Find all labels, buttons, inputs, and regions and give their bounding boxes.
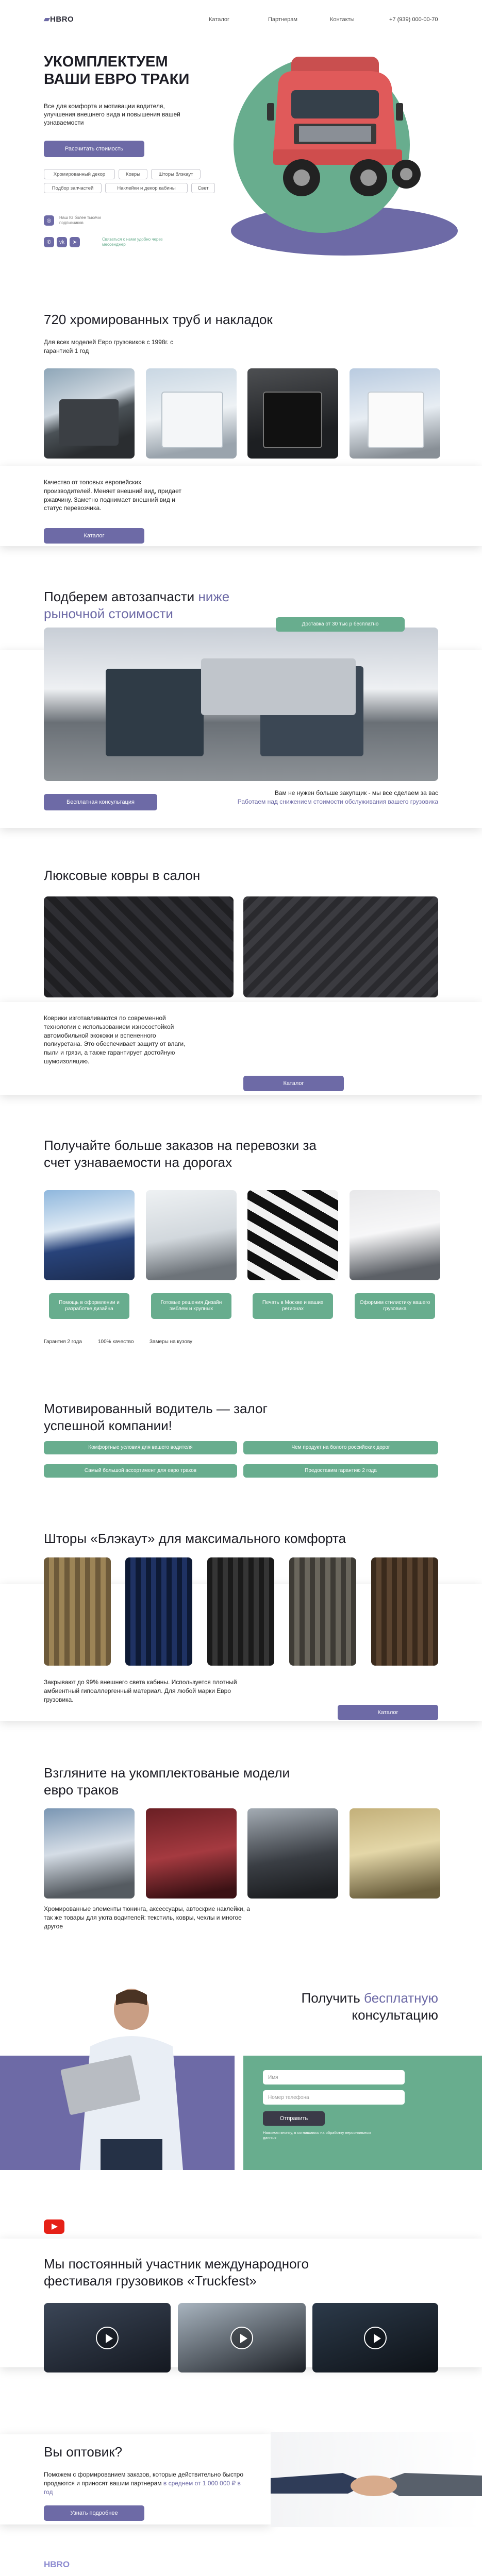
- stat-warranty: Гарантия 2 года: [44, 1339, 82, 1345]
- chrome-catalog-button[interactable]: Каталог: [44, 528, 144, 544]
- stat-measure: Замеры на кузову: [149, 1339, 193, 1345]
- play-icon[interactable]: [96, 2327, 119, 2349]
- festival-video-2[interactable]: [178, 2303, 306, 2372]
- festival-video-3[interactable]: [312, 2303, 438, 2372]
- telegram-icon[interactable]: ➤: [70, 237, 80, 247]
- curtain-photo-3: [207, 1557, 274, 1666]
- model-photo-2: [146, 1808, 237, 1899]
- curtain-photo-4: [289, 1557, 356, 1666]
- carpet-photo-2: [243, 896, 438, 997]
- carpet-photo-1: [44, 896, 234, 997]
- tag-carpets[interactable]: Ковры: [119, 169, 147, 179]
- carpets-title: Люксовые ковры в салон: [44, 868, 201, 883]
- insta-caption: Наш IG более тысячи подписчиков: [59, 215, 101, 226]
- tag-parts[interactable]: Подбор запчастей: [44, 183, 102, 193]
- name-input[interactable]: Имя: [263, 2070, 405, 2084]
- instagram-icon[interactable]: ◎: [44, 215, 54, 226]
- curtain-photo-2: [125, 1557, 192, 1666]
- wholesale-title: Вы оптовик?: [44, 2444, 123, 2460]
- phone-input[interactable]: Номер телефона: [263, 2090, 405, 2105]
- orders-caption-1: Помощь в оформлении и разработке дизайна: [49, 1293, 129, 1319]
- model-photo-4: [350, 1808, 440, 1899]
- policy-note: Нажимая кнопку, я соглашаюсь на обработку персональных данных: [263, 2130, 371, 2140]
- curtain-photo-1: [44, 1557, 111, 1666]
- footer-logo[interactable]: HBRO: [44, 2560, 70, 2569]
- models-title: Взгляните на укомплектованые модели евро траков: [44, 1765, 290, 1798]
- orders-caption-2: Готовые решения Дизайн эмблем и крупных: [151, 1293, 231, 1319]
- orders-photo-4: [350, 1190, 440, 1280]
- hero-truck-image: [242, 41, 428, 227]
- models-text: Хромированные элементы тюнинга, аксессуары, автоскрие наклейки, а так же товары для уюта водителей: текстиль, ковры, чехлы и многое другое: [44, 1905, 250, 1930]
- free-consult-button[interactable]: Бесплатная консультация: [44, 794, 157, 810]
- festival-title: Мы постоянный участник международного фестиваля грузовиков «Truckfest»: [44, 2256, 309, 2289]
- hero-title: УКОМПЛЕКТУЕМ ВАШИ ЕВРО ТРАКИ: [44, 54, 190, 88]
- chrome-photo-2: [146, 368, 237, 459]
- carpets-catalog-button[interactable]: Каталог: [243, 1076, 344, 1091]
- consult-man-photo: [44, 1985, 214, 2170]
- play-icon[interactable]: [364, 2327, 387, 2349]
- curtains-text: Закрывают до 99% внешнего света кабины. Используется плотный амбиентный гипоаллергенный материал. Для любой марки Евро грузовика.: [44, 1679, 237, 1703]
- orders-photo-1: [44, 1190, 135, 1280]
- stat-quality: 100% качество: [98, 1339, 134, 1345]
- nav-partners[interactable]: Партнерам: [268, 16, 297, 23]
- wholesale-text: Поможем с формированием заказов, которые действительно быстро продаются и приносят вашим партнерам в среднем от 1 000 000 ₽ в год: [44, 2471, 243, 2496]
- chrome-photo-1: [44, 368, 135, 459]
- chrome-photo-4: [350, 368, 440, 459]
- driver-pill-1: Комфортные условия для вашего водителя: [44, 1441, 237, 1454]
- chrome-subtitle: Для всех моделей Евро грузовиков с 1998г. с гарантией 1 год: [44, 338, 174, 354]
- driver-title: Мотивированный водитель — залог успешной компании!: [44, 1401, 268, 1433]
- vk-icon[interactable]: vk: [57, 237, 67, 247]
- play-icon[interactable]: [230, 2327, 253, 2349]
- calc-price-button[interactable]: Рассчитать стоимость: [44, 141, 144, 157]
- parts-truck-photo: [44, 628, 438, 781]
- driver-pill-3: Самый большой ассортимент для евро траков: [44, 1464, 237, 1478]
- header-phone[interactable]: +7 (939) 000-00-70: [389, 16, 438, 23]
- festival-video-1[interactable]: [44, 2303, 171, 2372]
- model-photo-1: [44, 1808, 135, 1899]
- tag-curtains[interactable]: Шторы блэкаут: [151, 169, 201, 179]
- chrome-title: 720 хромированных труб и накладок: [44, 312, 273, 327]
- logo[interactable]: ▰HBRO: [44, 15, 74, 24]
- tag-cabin-decor[interactable]: Наклейки и декор кабины: [105, 183, 188, 193]
- send-button[interactable]: Отправить: [263, 2111, 325, 2126]
- orders-photo-2: [146, 1190, 237, 1280]
- social-caption: Связаться с нами удобно через мессенджер: [102, 237, 163, 247]
- tag-light[interactable]: Свет: [191, 183, 215, 193]
- carpets-text: Коврики изготавливаются по современной технологии с использованием износостойкой автомобильной экокожи и вспененного полиуретана. Это обеспечивает защиту от влаги, пыли и грязи, а также гарантирует достойную шумоизоляцию.: [44, 1014, 186, 1065]
- consult-title: Получить бесплатную консультацию: [301, 1990, 438, 2023]
- parts-title: Подберем автозапчасти ниже рыночной стоимости: [44, 589, 230, 621]
- nav-contacts[interactable]: Контакты: [330, 16, 355, 23]
- curtains-catalog-button[interactable]: Каталог: [338, 1705, 438, 1720]
- parts-note-2: Работаем над снижением стоимости обслуживания вашего грузовика: [237, 798, 438, 805]
- free-delivery-badge: Доставка от 30 тыс р бесплатно: [276, 617, 405, 632]
- wholesale-more-button[interactable]: Узнать подробнее: [44, 2505, 144, 2521]
- chrome-text: Качество от топовых европейских производителей. Меняет внешний вид, придает ржавчину. Заметно поднимает внешний вид и статус перевозчика.: [44, 479, 181, 512]
- orders-photo-3: [247, 1190, 338, 1280]
- driver-pill-4: Предоставим гарантию 2 года: [243, 1464, 438, 1478]
- model-photo-3: [247, 1808, 338, 1899]
- hero-subtitle: Все для комфорта и мотивации водителя, улучшения внешнего вида и повышения вашей узнаваемости: [44, 103, 180, 127]
- nav-catalog[interactable]: Каталог: [209, 16, 229, 23]
- driver-pill-2: Чем продукт на болото российских дорог: [243, 1441, 438, 1454]
- tag-chrome[interactable]: Хромированный декор: [44, 169, 115, 179]
- orders-title: Получайте больше заказов на перевозки за счет узнаваемости на дорогах: [44, 1138, 317, 1170]
- orders-caption-3: Печать в Москве и ваших регионах: [253, 1293, 333, 1319]
- whatsapp-icon[interactable]: ✆: [44, 237, 54, 247]
- parts-note: Вам не нужен больше закупщик - мы все сделаем за вас: [274, 789, 438, 796]
- curtain-photo-5: [371, 1557, 438, 1666]
- youtube-icon[interactable]: [44, 2219, 64, 2234]
- orders-caption-4: Оформим стилистику вашего грузовика: [355, 1293, 435, 1319]
- curtains-title: Шторы «Блэкаут» для максимального комфорта: [44, 1531, 346, 1546]
- handshake-photo: [271, 2432, 482, 2527]
- chrome-photo-3: [247, 368, 338, 459]
